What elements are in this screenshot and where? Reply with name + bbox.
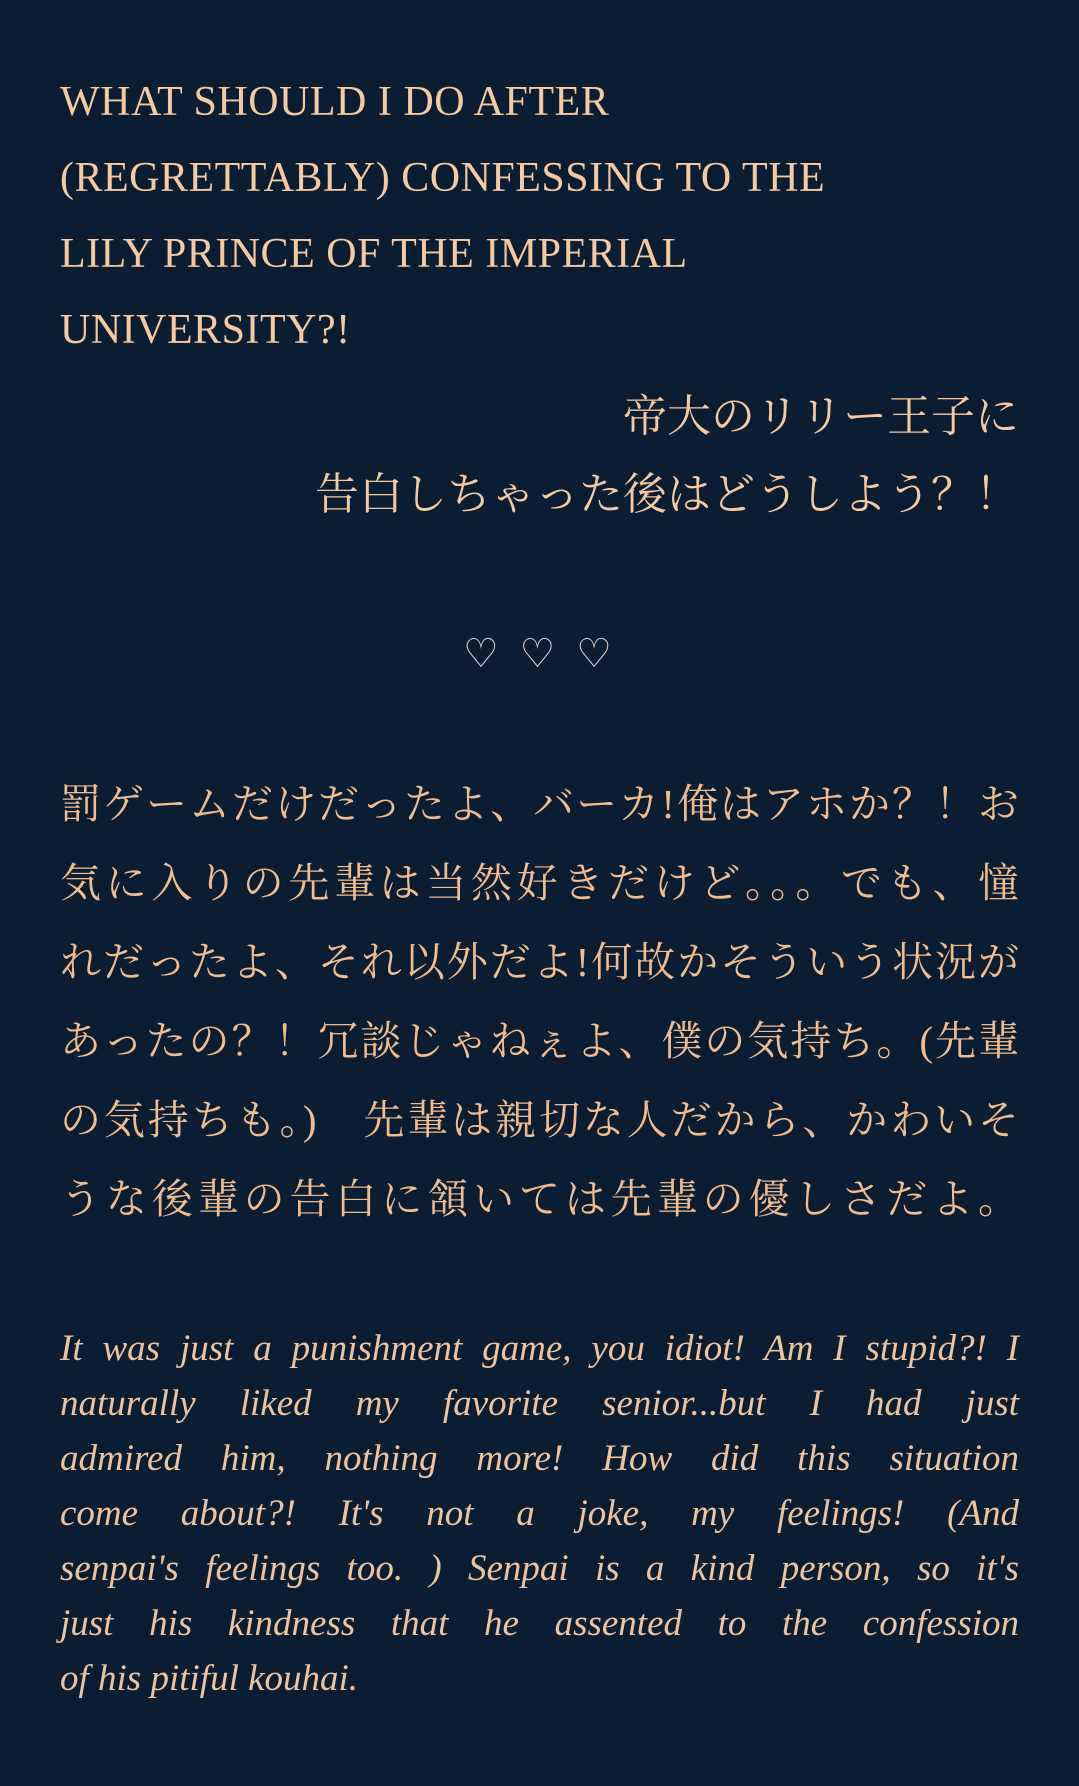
japanese-paragraph-line: うな後輩の告白に頷いては先輩の優しさだよ。 — [60, 1176, 1019, 1222]
english-paragraph-line: come about?! It's not a joke, my feelings! (And — [60, 1493, 1019, 1534]
english-paragraph — [60, 1321, 1019, 1706]
japanese-title-line: 帝大のリリー王子に — [623, 392, 1019, 441]
english-title-line: (REGRETTABLY) CONFESSING TO THE — [60, 155, 826, 201]
japanese-paragraph-line: あったの？！冗談じゃねぇよ、僕の気持ち。(先輩 — [60, 1018, 1019, 1064]
english-paragraph-line: of his pitiful kouhai. — [60, 1658, 359, 1699]
heart-outline-icon: ♡ ♡ ♡ — [462, 631, 616, 677]
english-title-line: WHAT SHOULD I DO AFTER — [60, 79, 610, 125]
english-paragraph-line: admired him, nothing more! How did this situation — [60, 1438, 1019, 1479]
english-title — [60, 64, 1019, 368]
english-paragraph-line: naturally liked my favorite senior...but I had just — [60, 1383, 1019, 1424]
japanese-paragraph-line: 気に入りの先輩は当然好きだけど。。。でも、憧 — [60, 860, 1019, 906]
english-paragraph-line: senpai's feelings too. ) Senpai is a kind person, so it's — [60, 1548, 1019, 1589]
japanese-paragraph — [60, 765, 1019, 1239]
english-title-line: LILY PRINCE OF THE IMPERIAL — [60, 231, 688, 277]
japanese-paragraph-line: れだったよ、それ以外だよ!何故かそういう状況が — [60, 939, 1019, 985]
hearts-divider — [60, 630, 1019, 678]
japanese-title-line: 告白しちゃった後はどうしよう？！ — [315, 470, 1019, 519]
english-paragraph-line: just his kindness that he assented to the confession — [60, 1603, 1019, 1644]
english-title-line: UNIVERSITY?! — [60, 307, 351, 353]
japanese-title — [60, 378, 1019, 534]
japanese-paragraph-line: 罰ゲームだけだったよ、バーカ!俺はアホか？！お — [60, 781, 1019, 827]
english-paragraph-line: It was just a punishment game, you idiot! Am I stupid?! I — [60, 1328, 1019, 1369]
japanese-paragraph-line: の気持ちも。) 先輩は親切な人だから、かわいそ — [60, 1097, 1019, 1143]
